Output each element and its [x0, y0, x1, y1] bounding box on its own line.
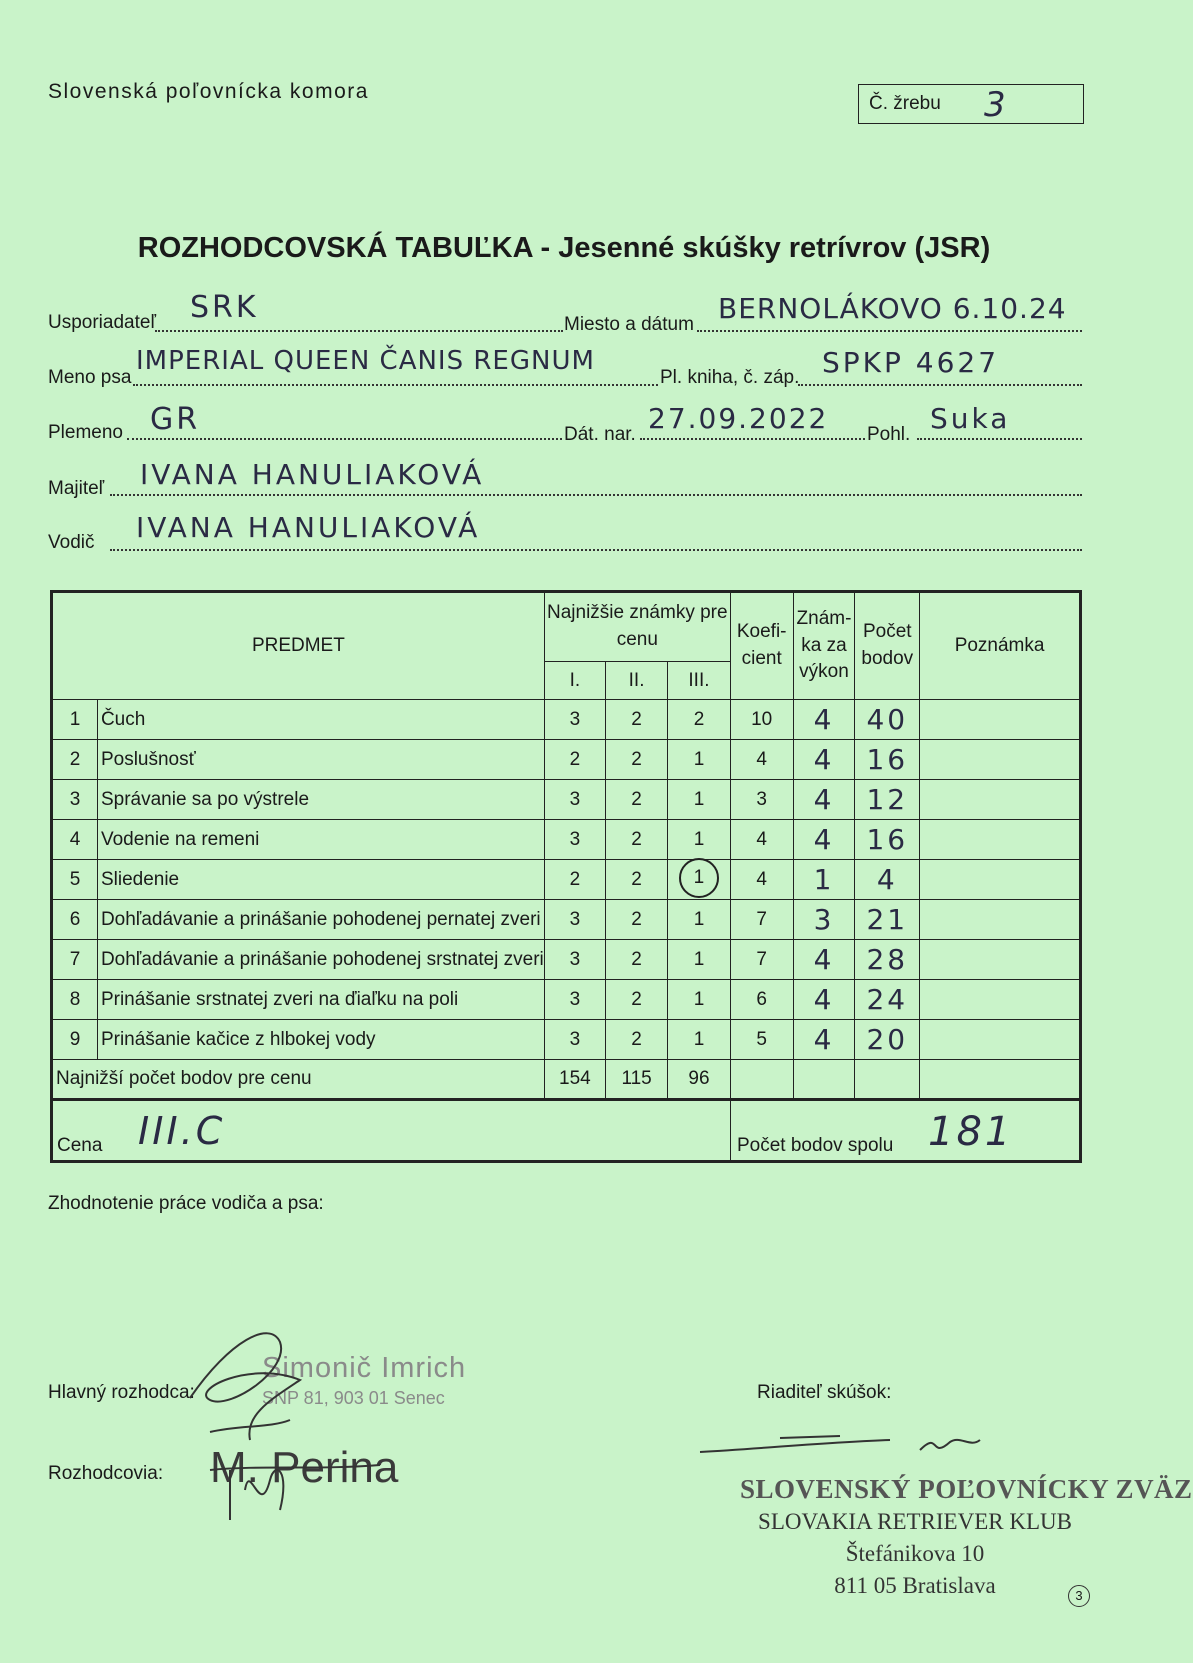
row-coefficient: 7 [730, 940, 793, 980]
organizer-line [155, 330, 563, 332]
judge-stamp-address: SNP 81, 903 01 Senec [262, 1388, 445, 1408]
total-points-value: 181 [928, 1109, 1014, 1155]
page-number: 3 [1068, 1585, 1090, 1607]
row-min-grade-3: 1 [668, 780, 731, 820]
row-subject: Dohľadávanie a prinášanie pohodenej pernatej zveri [97, 900, 544, 940]
summary-row [50, 1099, 1082, 1163]
empty-cell [855, 1060, 920, 1100]
breed-value: GR [150, 402, 201, 437]
row-subject: Prinášanie srstnatej zveri na ďiaľku na poli [97, 980, 544, 1020]
row-min-grade-1: 3 [544, 980, 605, 1020]
org-stamp-line1: SLOVENSKÝ POĽOVNÍCKY ZVÄZ [740, 1474, 1193, 1504]
row-subject: Čuch [97, 700, 544, 740]
row-min-grade-2: 2 [606, 1020, 668, 1060]
min-grades-header: Najnižšie známky pre cenu [544, 592, 730, 662]
table-body [52, 700, 1081, 1060]
dog-name-label: Meno psa [48, 367, 132, 388]
row-number: 2 [52, 740, 98, 780]
row-note [920, 700, 1081, 740]
handler-value: IVANA HANULIAKOVÁ [136, 511, 481, 544]
table-row [52, 820, 1081, 860]
row-min-grade-3: 1 [668, 820, 731, 860]
organization-name: Slovenská poľovnícka komora [48, 80, 369, 103]
place-date-value: BERNOLÁKOVO 6.10.24 [718, 292, 1067, 325]
row-note [920, 780, 1081, 820]
row-min-grade-3: 1 [668, 1020, 731, 1060]
row-grade: 3 [793, 900, 855, 940]
circled-grade: 1 [679, 858, 719, 898]
row-note [920, 940, 1081, 980]
row-points: 20 [855, 1020, 920, 1060]
row-points: 21 [855, 900, 920, 940]
row-grade: 4 [793, 980, 855, 1020]
min-points-label: Najnižší počet bodov pre cenu [52, 1060, 545, 1100]
owner-line [110, 494, 1082, 496]
row-note [920, 980, 1081, 1020]
judges-label: Rozhodcovia: [48, 1463, 164, 1484]
row-min-grade-1: 3 [544, 900, 605, 940]
row-number: 9 [52, 1020, 98, 1060]
row-number: 7 [52, 940, 98, 980]
row-points: 24 [855, 980, 920, 1020]
row-points: 12 [855, 780, 920, 820]
row-number: 8 [52, 980, 98, 1020]
draw-number-value: 3 [984, 85, 1006, 125]
table-row [52, 860, 1081, 900]
subject-header: PREDMET [52, 592, 545, 700]
row-coefficient: 4 [730, 740, 793, 780]
row-number: 5 [52, 860, 98, 900]
row-grade: 4 [793, 820, 855, 860]
row-note [920, 740, 1081, 780]
row-min-grade-3: 1 [668, 740, 731, 780]
birth-date-value: 27.09.2022 [648, 402, 829, 435]
row-min-grade-3 [668, 860, 731, 900]
empty-cell [793, 1060, 855, 1100]
row-subject: Poslušnosť [97, 740, 544, 780]
organization-stamp [740, 1474, 1193, 1599]
row-min-grade-2: 2 [606, 740, 668, 780]
form-title: ROZHODCOVSKÁ TABUĽKA - Jesenné skúšky retrívrov (JSR) [137, 232, 991, 264]
row-min-grade-3: 1 [668, 900, 731, 940]
row-grade: 4 [793, 1020, 855, 1060]
row-min-grade-1: 3 [544, 780, 605, 820]
row-min-grade-2: 2 [606, 860, 668, 900]
owner-value: IVANA HANULIAKOVÁ [140, 458, 485, 491]
empty-cell [730, 1060, 793, 1100]
judge-stamp-name: Simonič Imrich [262, 1352, 467, 1384]
table-row [52, 900, 1081, 940]
org-stamp-line3: Štefánikova 10 [845, 1541, 985, 1566]
row-grade: 4 [793, 740, 855, 780]
birth-date-line [640, 438, 865, 440]
results-table [50, 590, 1082, 1101]
coefficient-header: Koefi-cient [730, 592, 793, 700]
row-min-grade-3: 2 [668, 700, 731, 740]
studbook-line [798, 384, 1082, 386]
row-points: 16 [855, 740, 920, 780]
min-points-1: 154 [544, 1060, 605, 1100]
sex-value: Suka [930, 402, 1011, 435]
row-grade: 1 [793, 860, 855, 900]
row-min-grade-2: 2 [606, 980, 668, 1020]
row-note [920, 900, 1081, 940]
row-subject: Prinášanie kačice z hlbokej vody [97, 1020, 544, 1060]
table-row [52, 940, 1081, 980]
dog-name-line [133, 384, 658, 386]
empty-cell [920, 1060, 1081, 1100]
table-row [52, 780, 1081, 820]
director-label: Riaditeľ skúšok: [757, 1382, 892, 1403]
row-min-grade-1: 3 [544, 820, 605, 860]
organizer-value: SRK [190, 290, 259, 325]
row-min-grade-1: 3 [544, 940, 605, 980]
studbook-value: SPKP 4627 [822, 346, 1000, 379]
grade-col-2: II. [606, 662, 668, 700]
row-min-grade-1: 3 [544, 700, 605, 740]
breed-line [127, 438, 562, 440]
min-points-2: 115 [606, 1060, 668, 1100]
points-header: Počet bodov [855, 592, 920, 700]
min-points-3: 96 [668, 1060, 731, 1100]
sex-line [917, 438, 1082, 440]
prize-label: Cena [57, 1135, 103, 1156]
table-row [52, 740, 1081, 780]
row-points: 40 [855, 700, 920, 740]
row-coefficient: 4 [730, 820, 793, 860]
row-points: 16 [855, 820, 920, 860]
row-min-grade-2: 2 [606, 780, 668, 820]
row-note [920, 820, 1081, 860]
total-points-label: Počet bodov spolu [737, 1135, 894, 1156]
grade-col-1: I. [544, 662, 605, 700]
org-stamp-line4: 811 05 Bratislava [834, 1573, 996, 1598]
table-row [52, 980, 1081, 1020]
row-min-grade-1: 2 [544, 740, 605, 780]
row-subject: Správanie sa po výstrele [97, 780, 544, 820]
grade-header: Znám-ka za výkon [793, 592, 855, 700]
handler-label: Vodič [48, 532, 95, 553]
signature-director [690, 1420, 990, 1480]
place-date-line [697, 330, 1082, 332]
draw-number-label: Č. žrebu [869, 93, 941, 114]
row-coefficient: 7 [730, 900, 793, 940]
row-subject: Vodenie na remeni [97, 820, 544, 860]
row-number: 1 [52, 700, 98, 740]
row-note [920, 860, 1081, 900]
row-grade: 4 [793, 700, 855, 740]
org-stamp-line2: SLOVAKIA RETRIEVER KLUB [758, 1509, 1072, 1534]
handler-line [110, 549, 1082, 551]
owner-label: Majiteľ [48, 478, 105, 499]
row-min-grade-1: 3 [544, 1020, 605, 1060]
place-date-label: Miesto a dátum [564, 314, 694, 335]
row-points: 4 [855, 860, 920, 900]
sex-label: Pohl. [867, 424, 911, 445]
row-grade: 4 [793, 780, 855, 820]
row-subject: Sliedenie [97, 860, 544, 900]
breed-label: Plemeno [48, 422, 123, 443]
studbook-label: Pl. kniha, č. záp. [660, 367, 800, 388]
row-grade: 4 [793, 940, 855, 980]
row-min-grade-2: 2 [606, 940, 668, 980]
note-header: Poznámka [920, 592, 1081, 700]
table-row [52, 700, 1081, 740]
dog-name-value: IMPERIAL QUEEN ČANIS REGNUM [136, 346, 595, 376]
chief-judge-label: Hlavný rozhodca: [48, 1382, 195, 1403]
row-min-grade-2: 2 [606, 820, 668, 860]
row-min-grade-3: 1 [668, 940, 731, 980]
row-min-grade-3: 1 [668, 980, 731, 1020]
prize-value: III.C [138, 1109, 226, 1153]
row-points: 28 [855, 940, 920, 980]
row-coefficient: 3 [730, 780, 793, 820]
row-min-grade-2: 2 [606, 900, 668, 940]
draw-number-box [858, 84, 1084, 124]
row-min-grade-2: 2 [606, 700, 668, 740]
row-coefficient: 5 [730, 1020, 793, 1060]
row-subject: Dohľadávanie a prinášanie pohodenej srstnatej zveri [97, 940, 544, 980]
row-coefficient: 4 [730, 860, 793, 900]
grade-col-3: III. [668, 662, 731, 700]
row-number: 6 [52, 900, 98, 940]
birth-date-label: Dát. nar. [564, 424, 636, 445]
evaluation-label: Zhodnotenie práce vodiča a psa: [48, 1193, 324, 1214]
row-number: 3 [52, 780, 98, 820]
row-coefficient: 10 [730, 700, 793, 740]
row-coefficient: 6 [730, 980, 793, 1020]
row-note [920, 1020, 1081, 1060]
table-row [52, 1020, 1081, 1060]
judge2-stamp: M. Perina [210, 1443, 399, 1492]
signature-chief-judge [150, 1320, 450, 1540]
row-number: 4 [52, 820, 98, 860]
row-min-grade-1: 2 [544, 860, 605, 900]
organizer-label: Usporiadateľ [48, 312, 156, 333]
